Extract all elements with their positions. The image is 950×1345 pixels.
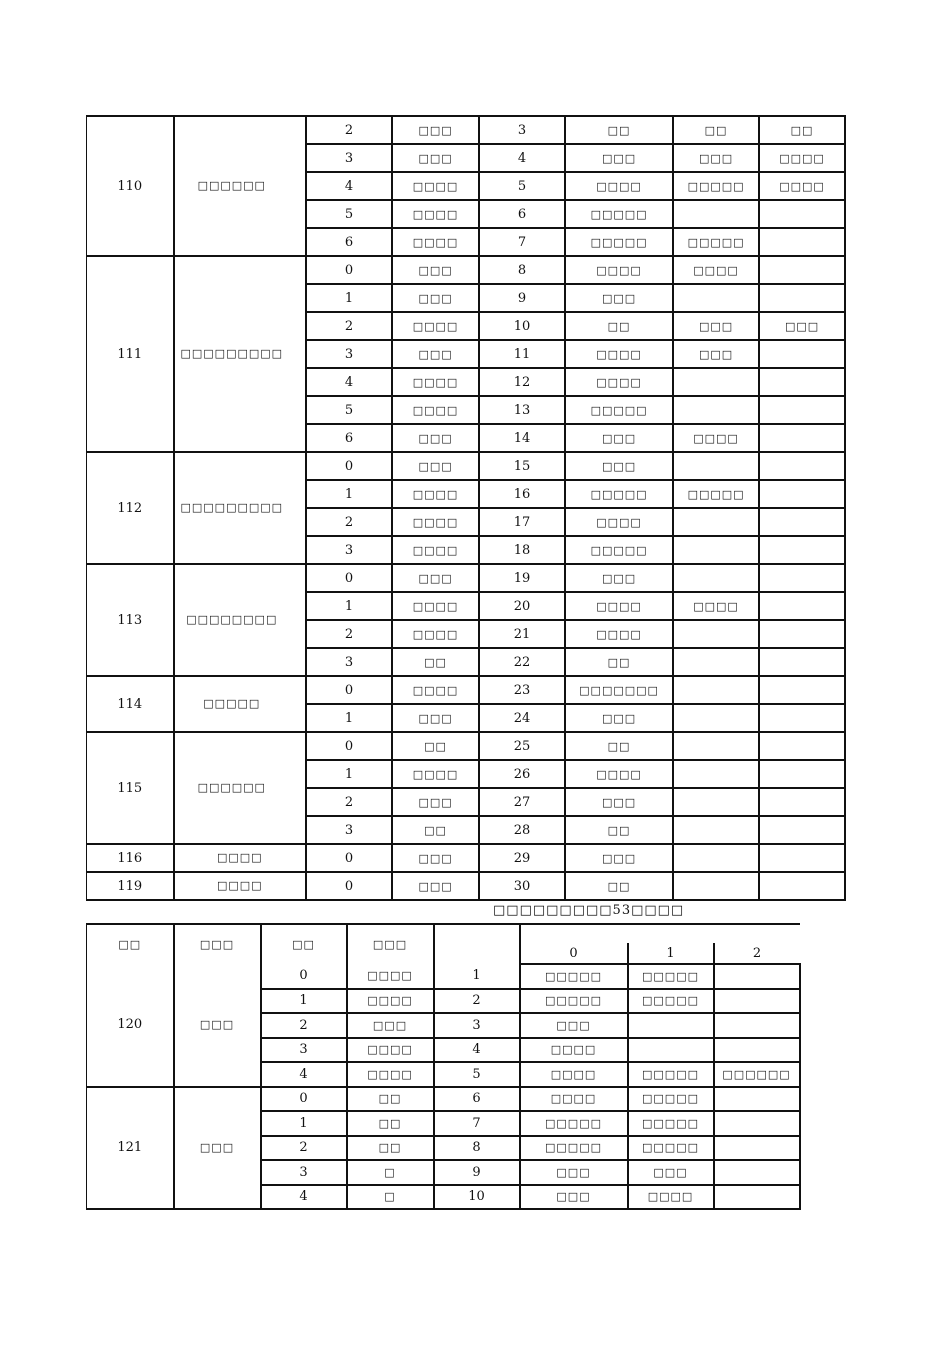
item-label: □□	[565, 312, 673, 340]
sub-code: 0	[306, 844, 392, 872]
item-number: 6	[479, 200, 565, 228]
item-label: □□□□	[520, 1087, 628, 1112]
item-alt-1: □□□□□	[628, 989, 714, 1014]
group-name: □□□□	[174, 872, 307, 900]
sub-code: 0	[261, 1087, 347, 1112]
item-alt-2	[759, 676, 845, 704]
item-number: 2	[434, 989, 520, 1014]
item-name: □□□□	[347, 1062, 434, 1087]
sub-code: 0	[261, 964, 347, 989]
item-number: 23	[479, 676, 565, 704]
sub-code: 1	[261, 1111, 347, 1136]
item-number: 16	[479, 480, 565, 508]
item-alt-1: □□□	[628, 1160, 714, 1185]
item-label: □□□	[565, 284, 673, 312]
item-number: 10	[479, 312, 565, 340]
item-alt-2	[759, 816, 845, 844]
item-number: 19	[479, 564, 565, 592]
item-alt-2	[759, 424, 845, 452]
item-name: □□□□	[392, 508, 479, 536]
item-alt-2	[759, 564, 845, 592]
sub-code: 1	[306, 480, 392, 508]
item-alt-2: □□□□□□	[714, 1062, 800, 1087]
item-alt-2	[759, 760, 845, 788]
table-row	[87, 564, 846, 592]
item-alt-1: □□□□	[628, 1185, 714, 1210]
item-alt-2	[714, 1087, 800, 1112]
item-alt-1	[673, 648, 759, 676]
item-label: □□	[565, 816, 673, 844]
item-alt-2	[759, 872, 845, 900]
sub-code: 3	[306, 816, 392, 844]
sub-code: 3	[306, 340, 392, 368]
item-label: □□□□	[565, 592, 673, 620]
item-label: □□□□□	[565, 536, 673, 564]
item-name: □□□	[392, 116, 479, 144]
item-label: □□□□	[520, 1038, 628, 1063]
item-alt-2	[714, 1160, 800, 1185]
item-number: 10	[434, 1185, 520, 1210]
item-alt-2	[759, 648, 845, 676]
item-number: 25	[479, 732, 565, 760]
item-label: □□□	[565, 844, 673, 872]
code-table-top	[86, 115, 846, 901]
item-name: □□□□	[392, 676, 479, 704]
table-row	[87, 116, 846, 144]
sub-code: 0	[306, 452, 392, 480]
group-name: □□□□□□□□	[174, 564, 307, 676]
item-name: □□□□	[392, 228, 479, 256]
item-label: □□	[565, 732, 673, 760]
item-number: 15	[479, 452, 565, 480]
item-alt-2	[714, 989, 800, 1014]
header-item: □□□	[347, 924, 434, 964]
sub-code: 2	[261, 1013, 347, 1038]
sub-code: 2	[306, 312, 392, 340]
item-name: □□□□	[392, 480, 479, 508]
item-name: □□□□	[392, 200, 479, 228]
item-name: □□□□	[392, 760, 479, 788]
sub-code: 5	[306, 200, 392, 228]
item-alt-1	[673, 284, 759, 312]
item-label: □□□□□□□	[565, 676, 673, 704]
header-group-span	[520, 924, 800, 943]
item-name: □□□□	[392, 312, 479, 340]
item-alt-1: □□□□□	[673, 172, 759, 200]
sub-code: 1	[306, 592, 392, 620]
item-alt-1: □□□□	[673, 424, 759, 452]
item-alt-1: □□□□□	[628, 1136, 714, 1161]
sub-code: 0	[306, 256, 392, 284]
group-name: □□□	[174, 1087, 261, 1210]
item-label: □□□	[565, 564, 673, 592]
item-name: □□□□	[392, 592, 479, 620]
item-alt-1	[673, 200, 759, 228]
item-label: □□□□	[520, 1062, 628, 1087]
item-label: □□□	[565, 788, 673, 816]
group-code: 112	[87, 452, 174, 564]
sub-code: 3	[306, 144, 392, 172]
item-name: □□□□	[347, 989, 434, 1014]
item-number: 18	[479, 536, 565, 564]
item-alt-1	[673, 872, 759, 900]
sub-code: 1	[306, 704, 392, 732]
item-number: 4	[434, 1038, 520, 1063]
group-code: 114	[87, 676, 174, 732]
item-label: □□□	[565, 704, 673, 732]
table-row	[87, 872, 846, 900]
item-label: □□□□	[565, 256, 673, 284]
item-alt-2	[714, 1111, 800, 1136]
table-row	[87, 256, 846, 284]
item-name: □□	[347, 1136, 434, 1161]
sub-code: 4	[261, 1062, 347, 1087]
item-alt-1	[673, 844, 759, 872]
item-label: □□	[565, 116, 673, 144]
item-label: □□□	[565, 144, 673, 172]
sub-code: 0	[306, 564, 392, 592]
item-alt-1: □□□□	[673, 592, 759, 620]
item-alt-1	[673, 760, 759, 788]
item-name: □	[347, 1185, 434, 1210]
item-alt-1: □□□□□	[628, 964, 714, 989]
group-code: 113	[87, 564, 174, 676]
table-row	[87, 844, 846, 872]
sub-code: 5	[306, 396, 392, 424]
item-name: □□	[347, 1087, 434, 1112]
sub-code: 0	[306, 732, 392, 760]
header-col-2: 2	[714, 943, 800, 964]
item-name: □□□	[392, 564, 479, 592]
group-code: 120	[87, 964, 174, 1087]
item-label: □□□□□	[565, 200, 673, 228]
header-code: □□	[87, 924, 174, 964]
sub-code: 4	[306, 172, 392, 200]
item-alt-1	[673, 676, 759, 704]
item-number: 3	[479, 116, 565, 144]
item-label: □□□□□	[565, 228, 673, 256]
item-name: □□□□	[392, 368, 479, 396]
item-label: □□□□□	[520, 964, 628, 989]
item-name: □□□	[392, 872, 479, 900]
sub-code: 6	[306, 228, 392, 256]
item-name: □	[347, 1160, 434, 1185]
item-name: □□□	[392, 256, 479, 284]
item-number: 5	[479, 172, 565, 200]
sub-code: 1	[306, 760, 392, 788]
item-alt-1: □□□□	[673, 256, 759, 284]
item-number: 11	[479, 340, 565, 368]
item-alt-1	[673, 396, 759, 424]
sub-code: 4	[306, 368, 392, 396]
item-name: □□□□	[347, 964, 434, 989]
item-name: □□	[392, 648, 479, 676]
item-name: □□□	[392, 284, 479, 312]
item-name: □□□	[392, 144, 479, 172]
sub-code: 2	[261, 1136, 347, 1161]
sub-code: 3	[261, 1160, 347, 1185]
item-number: 7	[434, 1111, 520, 1136]
item-alt-1: □□□	[673, 312, 759, 340]
item-number: 4	[479, 144, 565, 172]
sub-code: 3	[306, 536, 392, 564]
group-code: 110	[87, 116, 174, 256]
header-sub: □□	[261, 924, 347, 964]
group-name: □□□□□□□□□	[174, 256, 307, 452]
item-alt-2	[714, 1185, 800, 1210]
item-name: □□□□	[392, 620, 479, 648]
item-number: 26	[479, 760, 565, 788]
group-name: □□□□□□	[174, 732, 307, 844]
item-number: 24	[479, 704, 565, 732]
item-alt-2	[759, 284, 845, 312]
item-alt-1	[673, 620, 759, 648]
item-label: □□□□	[565, 172, 673, 200]
item-label: □□□□	[565, 340, 673, 368]
group-code: 111	[87, 256, 174, 452]
item-label: □□	[565, 872, 673, 900]
item-name: □□□□	[392, 536, 479, 564]
item-number: 30	[479, 872, 565, 900]
item-name: □□□	[392, 788, 479, 816]
item-alt-1	[673, 508, 759, 536]
item-label: □□□□	[565, 368, 673, 396]
item-number: 20	[479, 592, 565, 620]
item-alt-1	[673, 536, 759, 564]
item-label: □□□□	[565, 620, 673, 648]
item-alt-2	[759, 732, 845, 760]
item-name: □□□	[392, 704, 479, 732]
item-alt-1: □□□□□	[673, 480, 759, 508]
item-number: 8	[434, 1136, 520, 1161]
sub-code: 3	[306, 648, 392, 676]
item-label: □□□	[520, 1160, 628, 1185]
item-alt-2	[714, 1136, 800, 1161]
item-number: 13	[479, 396, 565, 424]
item-number: 9	[434, 1160, 520, 1185]
code-table-bottom	[86, 923, 801, 1210]
item-alt-2	[759, 452, 845, 480]
item-number: 7	[479, 228, 565, 256]
item-number: 5	[434, 1062, 520, 1087]
item-alt-2	[759, 620, 845, 648]
header-blank	[434, 924, 520, 964]
item-number: 1	[434, 964, 520, 989]
item-label: □□□	[520, 1185, 628, 1210]
table-row	[87, 452, 846, 480]
item-name: □□	[392, 732, 479, 760]
item-name: □□□□	[392, 396, 479, 424]
header-col-0: 0	[520, 943, 628, 964]
group-name: □□□□□□	[174, 116, 307, 256]
item-alt-2	[714, 964, 800, 989]
sub-code: 3	[261, 1038, 347, 1063]
header-row	[87, 924, 800, 943]
item-number: 12	[479, 368, 565, 396]
item-number: 28	[479, 816, 565, 844]
item-alt-1	[673, 564, 759, 592]
item-alt-1	[628, 1013, 714, 1038]
table-row	[87, 964, 800, 989]
item-alt-1	[673, 368, 759, 396]
item-name: □□	[392, 816, 479, 844]
item-number: 9	[479, 284, 565, 312]
item-alt-2	[759, 340, 845, 368]
item-alt-1: □□□□□	[673, 228, 759, 256]
sub-code: 2	[306, 116, 392, 144]
item-alt-1	[673, 452, 759, 480]
table-row	[87, 676, 846, 704]
item-label: □□	[565, 648, 673, 676]
group-name: □□□□	[174, 844, 307, 872]
item-label: □□□□□	[520, 1111, 628, 1136]
item-alt-2: □□□□	[759, 144, 845, 172]
sub-code: 0	[306, 872, 392, 900]
sub-code: 2	[306, 620, 392, 648]
sub-code: 1	[261, 989, 347, 1014]
item-alt-1	[673, 816, 759, 844]
item-number: 8	[479, 256, 565, 284]
item-alt-2	[714, 1038, 800, 1063]
item-alt-2	[759, 200, 845, 228]
item-label: □□□□□	[565, 480, 673, 508]
sub-code: 1	[306, 284, 392, 312]
group-name: □□□	[174, 964, 261, 1087]
item-name: □□□	[392, 424, 479, 452]
item-number: 21	[479, 620, 565, 648]
item-alt-2: □□□	[759, 312, 845, 340]
table-row	[87, 732, 846, 760]
item-alt-1: □□□	[673, 144, 759, 172]
header-name: □□□	[174, 924, 261, 964]
sub-code: 2	[306, 788, 392, 816]
item-name: □□□□	[392, 172, 479, 200]
item-name: □□□	[392, 844, 479, 872]
item-alt-1	[673, 788, 759, 816]
item-alt-2: □□	[759, 116, 845, 144]
item-name: □□□□	[347, 1038, 434, 1063]
item-label: □□□□□	[520, 989, 628, 1014]
item-number: 17	[479, 508, 565, 536]
item-alt-2	[759, 256, 845, 284]
item-label: □□□□□	[565, 396, 673, 424]
item-alt-1: □□□□□	[628, 1087, 714, 1112]
item-alt-2	[759, 704, 845, 732]
item-alt-2	[759, 592, 845, 620]
item-label: □□□	[565, 452, 673, 480]
item-alt-2	[759, 508, 845, 536]
item-label: □□□□□	[520, 1136, 628, 1161]
item-name: □□□	[347, 1013, 434, 1038]
item-alt-2: □□□□	[759, 172, 845, 200]
item-number: 14	[479, 424, 565, 452]
item-alt-2	[759, 396, 845, 424]
item-alt-2	[714, 1013, 800, 1038]
item-number: 3	[434, 1013, 520, 1038]
group-code: 121	[87, 1087, 174, 1210]
item-label: □□□□	[565, 760, 673, 788]
item-alt-1: □□□□□	[628, 1111, 714, 1136]
table-caption: □□□□□□□□□53□□□□	[493, 903, 685, 918]
item-name: □□	[347, 1111, 434, 1136]
item-number: 6	[434, 1087, 520, 1112]
item-name: □□□	[392, 340, 479, 368]
item-name: □□□	[392, 452, 479, 480]
sub-code: 0	[306, 676, 392, 704]
item-number: 29	[479, 844, 565, 872]
item-alt-1	[673, 704, 759, 732]
item-alt-2	[759, 844, 845, 872]
item-alt-2	[759, 536, 845, 564]
group-name: □□□□□	[174, 676, 307, 732]
item-alt-2	[759, 788, 845, 816]
item-number: 27	[479, 788, 565, 816]
item-alt-1: □□□	[673, 340, 759, 368]
item-alt-1: □□□□□	[628, 1062, 714, 1087]
item-alt-1	[673, 732, 759, 760]
sub-code: 6	[306, 424, 392, 452]
table-row	[87, 1087, 800, 1112]
item-number: 22	[479, 648, 565, 676]
header-col-1: 1	[628, 943, 714, 964]
item-alt-2	[759, 228, 845, 256]
item-alt-2	[759, 368, 845, 396]
group-code: 116	[87, 844, 174, 872]
sub-code: 4	[261, 1185, 347, 1210]
item-alt-1: □□	[673, 116, 759, 144]
item-label: □□□	[520, 1013, 628, 1038]
item-label: □□□	[565, 424, 673, 452]
sub-code: 2	[306, 508, 392, 536]
group-code: 119	[87, 872, 174, 900]
item-alt-1	[628, 1038, 714, 1063]
item-label: □□□□	[565, 508, 673, 536]
group-name: □□□□□□□□□	[174, 452, 307, 564]
group-code: 115	[87, 732, 174, 844]
item-alt-2	[759, 480, 845, 508]
